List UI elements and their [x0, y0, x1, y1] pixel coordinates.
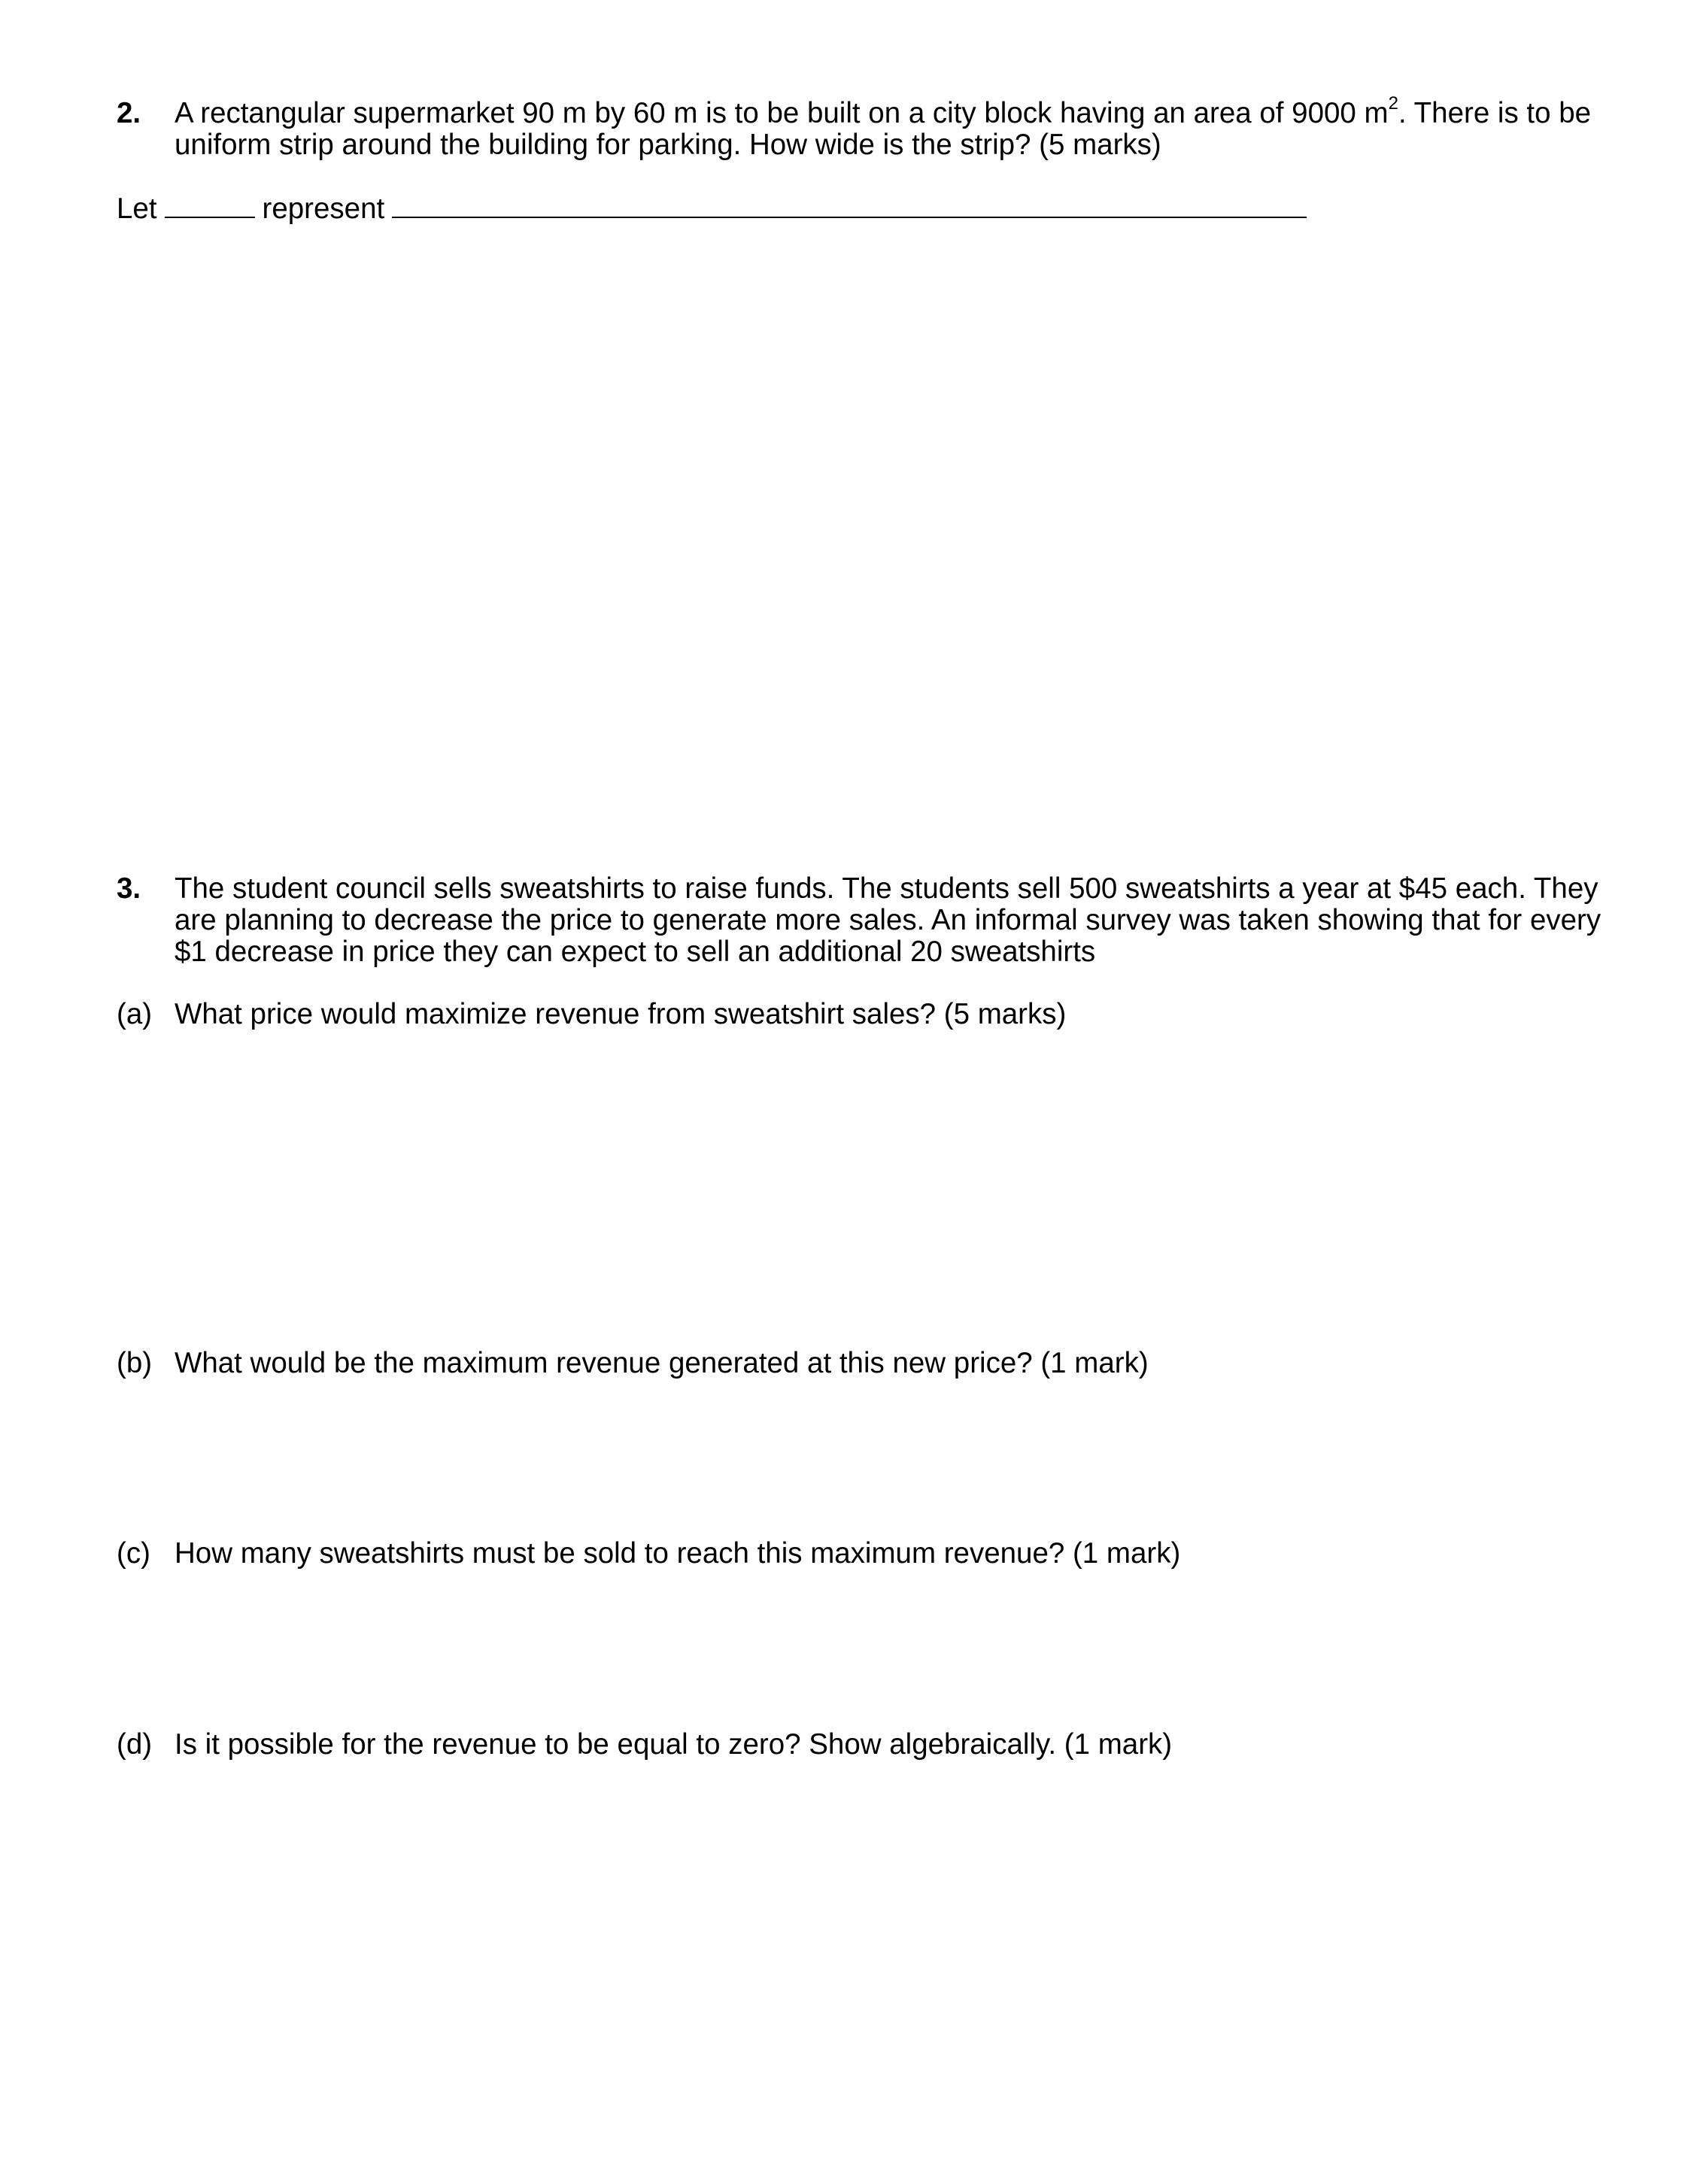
part-text-c: How many sweatshirts must be sold to reach this maximum revenue? (1 mark) [175, 1537, 1181, 1570]
part-text-d: Is it possible for the revenue to be equal to zero? Show algebraically. (1 mark) [175, 1728, 1173, 1761]
question-text-line-2: are planning to decrease the price to generate more sales. An informal survey was taken showing that for every [175, 904, 1601, 936]
question-text-segment: A rectangular supermarket 90 m by 60 m is to be built on a city block having an area of 9000 m [175, 97, 1389, 129]
let-word: Let [117, 193, 157, 225]
variable-blank[interactable] [165, 191, 255, 218]
question-text [175, 872, 1601, 968]
part-label-a: (a) [117, 998, 153, 1030]
question-text-line-1 [175, 93, 1592, 129]
let-statement [117, 191, 1307, 225]
part-label-c: (c) [117, 1537, 150, 1570]
question-text [175, 93, 1592, 161]
definition-blank[interactable] [392, 191, 1307, 218]
part-text-a: What price would maximize revenue from sweatshirt sales? (5 marks) [175, 998, 1067, 1030]
part-label-d: (d) [117, 1728, 153, 1761]
represent-word: represent [262, 193, 385, 225]
part-text-b: What would be the maximum revenue generated at this new price? (1 mark) [175, 1347, 1149, 1379]
question-number: 2. [117, 97, 141, 129]
question-text-line-2: uniform strip around the building for parking. How wide is the strip? (5 marks) [175, 129, 1161, 161]
question-text-segment: . There is to be [1398, 97, 1592, 129]
question-text-line-3: $1 decrease in price they can expect to sell an additional 20 sweatshirts [175, 936, 1096, 968]
part-label-b: (b) [117, 1347, 153, 1379]
question-text-line-1: The student council sells sweatshirts to raise funds. The students sell 500 sweatshirts a year at $45 each. They [175, 872, 1598, 905]
superscript: 2 [1388, 93, 1398, 114]
question-number: 3. [117, 872, 141, 905]
